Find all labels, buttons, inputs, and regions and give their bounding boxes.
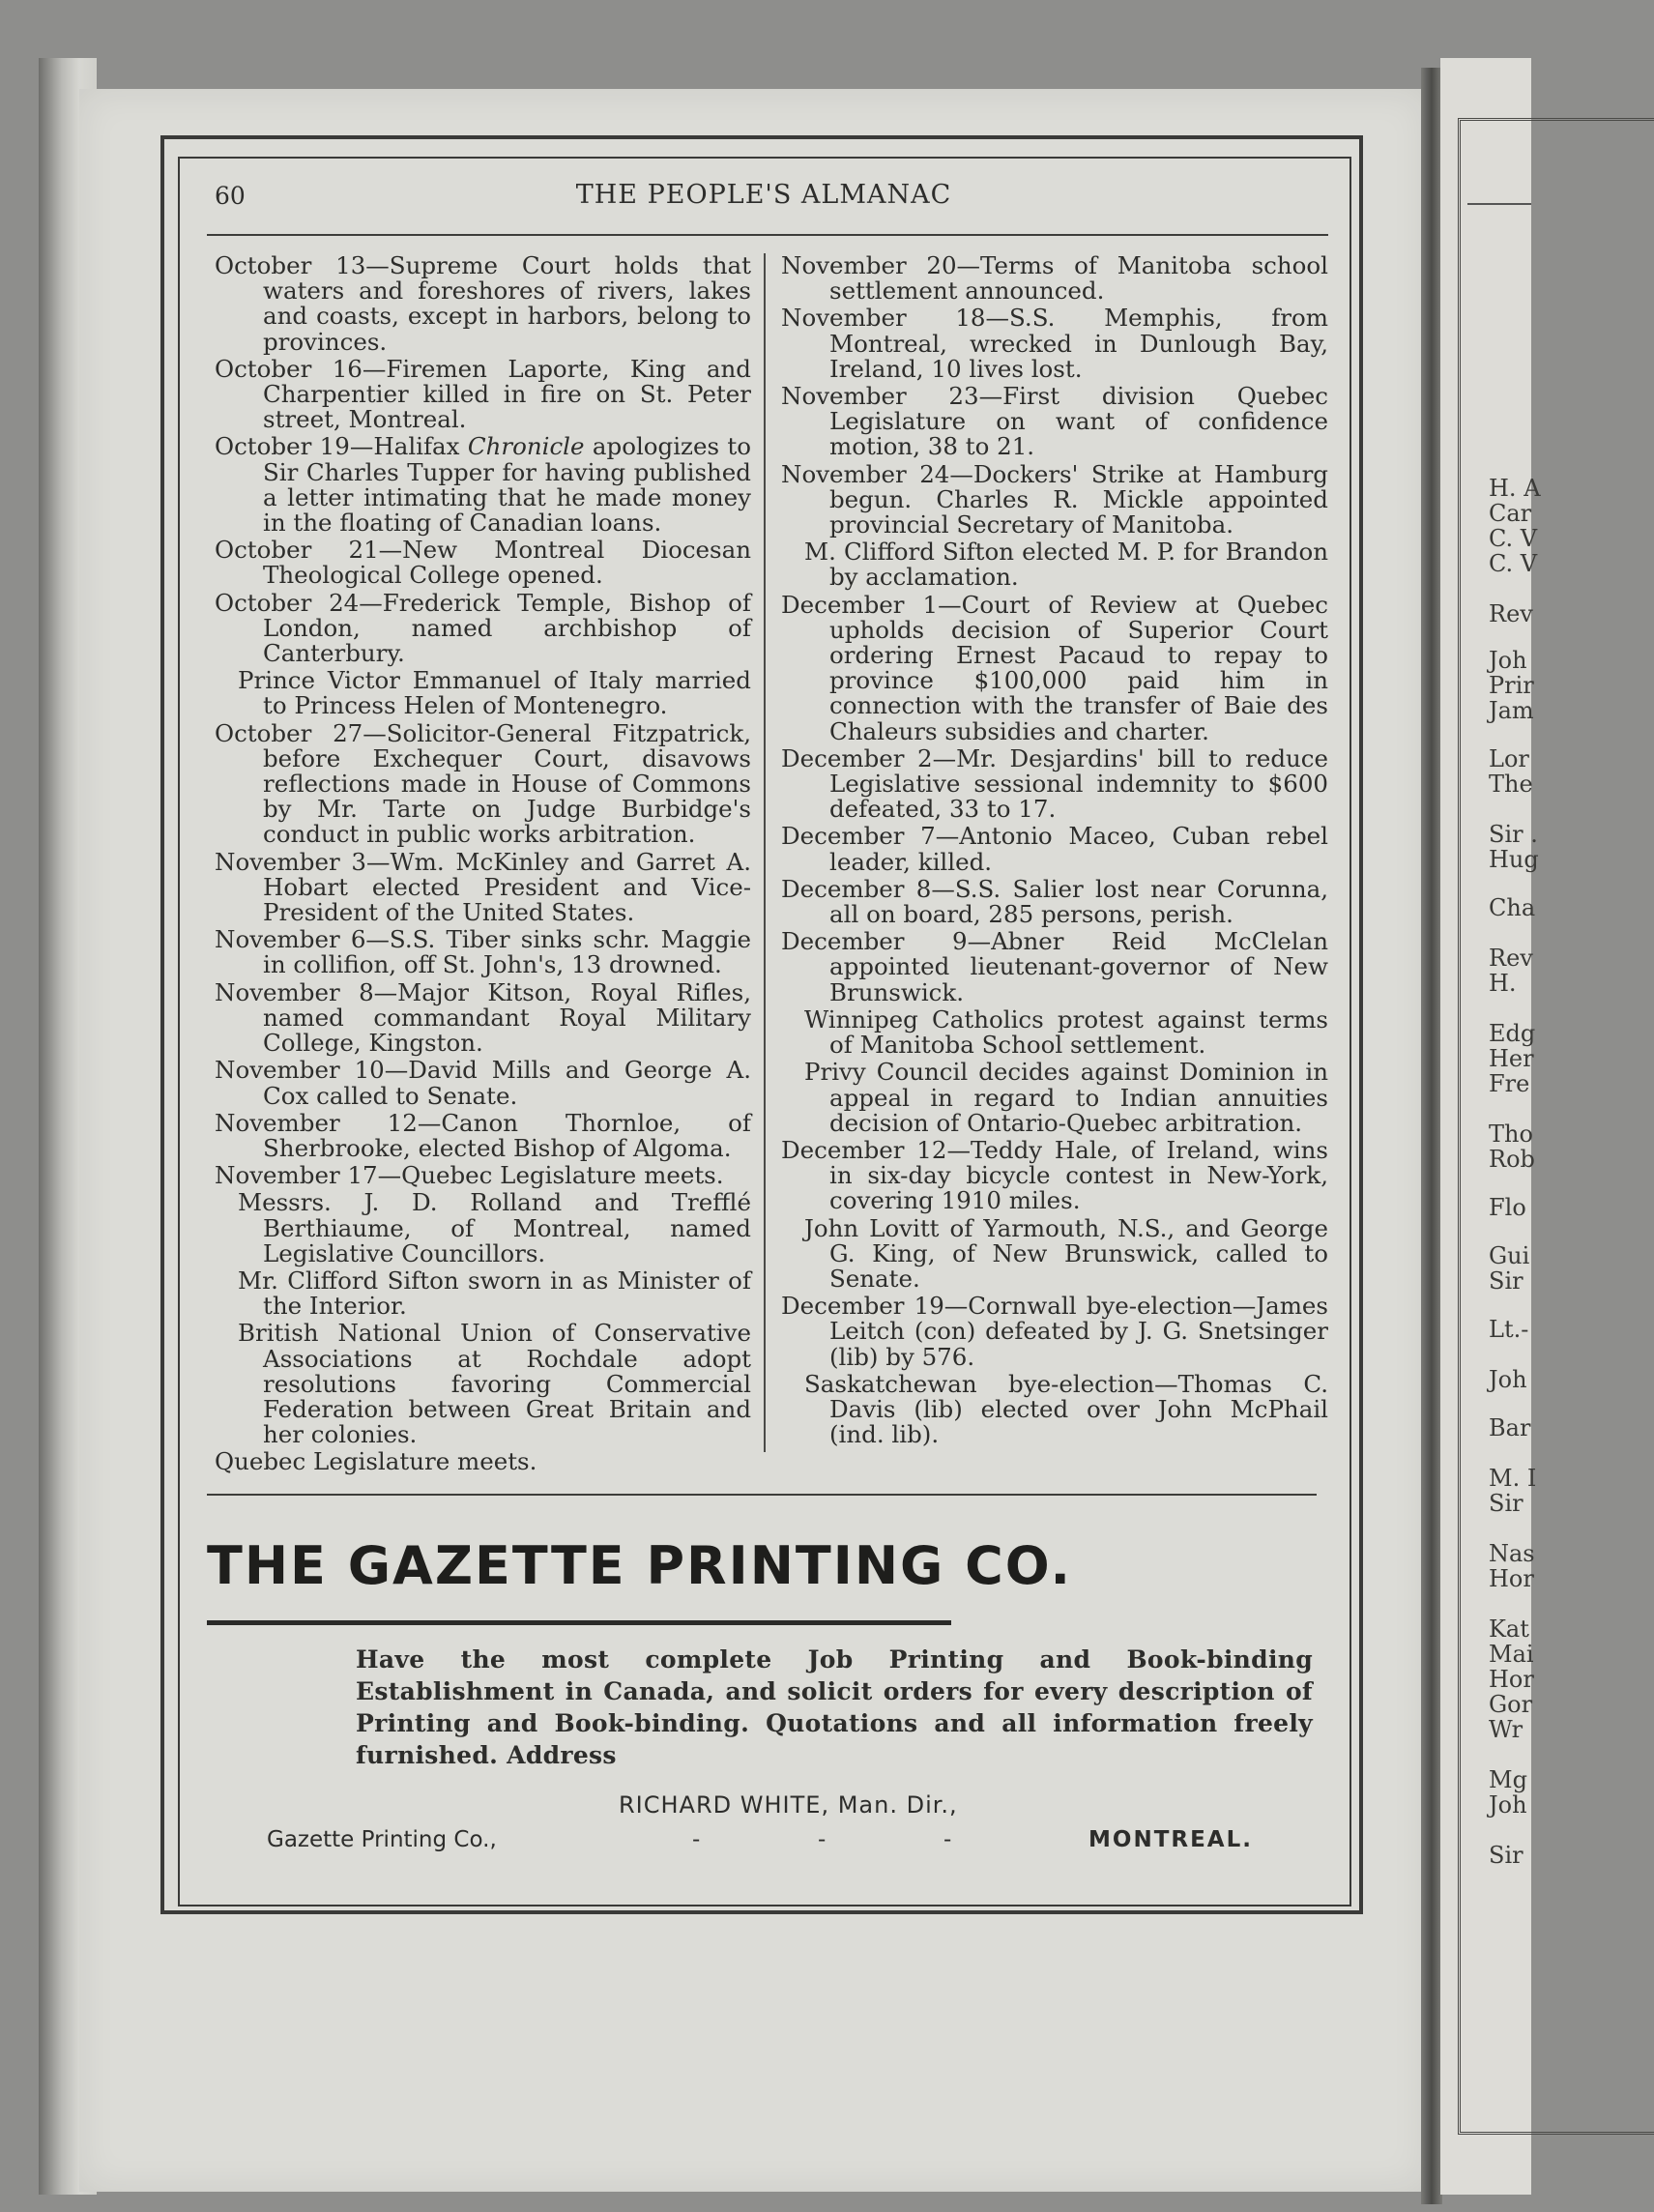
almanac-entry: M. Clifford Sifton elected M. P. for Brandon by acclamation.: [804, 538, 1328, 592]
facing-page-fragment: H.: [1489, 970, 1517, 997]
facing-page-fragment: Lor: [1489, 745, 1529, 772]
facing-page-fragment: Fre: [1489, 1070, 1530, 1097]
almanac-entry: November 18—S.S. Memphis, from Montreal, wrecked in Dunlough Bay, Ireland, 10 lives lost.: [781, 304, 1328, 383]
almanac-entry: December 1—Court of Review at Quebec upholds decision of Superior Court ordering Ernest Pacaud to repay to province $100,000 paid him in connection with the transfer of Baie des Chaleurs subsidies and charter.: [781, 590, 1328, 745]
almanac-entry: December 7—Antonio Maceo, Cuban rebel leader, killed.: [781, 822, 1328, 876]
facing-page-fragment: Hor: [1489, 1666, 1534, 1693]
section-rule: [207, 1494, 1317, 1496]
almanac-entry: December 9—Abner Reid McClelan appointed lieutenant-governor of New Brunswick.: [781, 927, 1328, 1006]
facing-page-rule: [1467, 203, 1531, 205]
book-gutter: [1421, 68, 1442, 2204]
almanac-entry: December 8—S.S. Salier lost near Corunna, all on board, 285 persons, perish.: [781, 874, 1328, 929]
almanac-entry: November 24—Dockers' Strike at Hamburg begun. Charles R. Mickle appointed provincial Secretary of Manitoba.: [781, 459, 1328, 539]
facing-page-frame: [1458, 118, 1654, 2135]
almanac-entry: John Lovitt of Yarmouth, N.S., and George G. King, of New Brunswick, called to Senate.: [804, 1213, 1328, 1293]
page-header: [203, 174, 1324, 220]
entry-text: apologizes to Sir Charles Tupper for having published a letter intimating that he made money in the floating of Canadian loans.: [263, 432, 751, 538]
almanac-entry: October 21—New Montreal Diocesan Theological College opened.: [215, 536, 751, 590]
almanac-entry: October 24—Frederick Temple, Bishop of London, named archbishop of Canterbury.: [215, 588, 751, 668]
facing-page-fragment: Gor: [1489, 1691, 1533, 1718]
facing-page-fragment: Prir: [1489, 672, 1534, 699]
almanac-entry: November 12—Canon Thornloe, of Sherbrooke, elected Bishop of Algoma.: [215, 1108, 751, 1162]
almanac-entry: December 19—Cornwall bye-election—James Leitch (con) defeated by J. G. Snetsinger (lib) by 576.: [781, 1292, 1328, 1371]
facing-page-fragment: Flo: [1489, 1194, 1526, 1221]
almanac-entry: November 10—David Mills and George A. Cox called to Senate.: [215, 1056, 751, 1110]
ad-title-underline: [207, 1620, 951, 1625]
facing-page-fragment: Rev: [1489, 600, 1533, 627]
facing-page-fragment: Car: [1489, 500, 1532, 527]
ad-city: MONTREAL.: [1088, 1827, 1253, 1852]
facing-page-fragment: C. V: [1489, 525, 1538, 552]
facing-page: [1440, 58, 1541, 2195]
almanac-entry: November 20—Terms of Manitoba school settlement announced.: [781, 251, 1328, 306]
facing-page-fragment: Rev: [1489, 945, 1533, 972]
almanac-entry: Quebec Legislature meets.: [215, 1447, 537, 1476]
almanac-entry: Prince Victor Emmanuel of Italy married to Princess Helen of Montenegro.: [238, 666, 751, 720]
facing-page-fragment: The: [1489, 771, 1533, 798]
facing-page-fragment: Her: [1489, 1045, 1534, 1072]
facing-page-fragment: Sir: [1489, 1490, 1523, 1517]
almanac-entry: December 2—Mr. Desjardins' bill to reduce Legislative sessional indemnity to $600 defeated, 33 to 17.: [781, 743, 1328, 824]
facing-page-fragment: Hor: [1489, 1565, 1534, 1592]
facing-page-fragment: Joh: [1489, 1366, 1527, 1393]
almanac-entry: December 12—Teddy Hale, of Ireland, wins in six-day bicycle contest in New-York, covering 1910 miles.: [781, 1135, 1328, 1215]
almanac-entry: November 17—Quebec Legislature meets.: [215, 1161, 724, 1190]
facing-page-fragment: Jam: [1489, 697, 1534, 724]
ad-dash: -: [818, 1827, 827, 1852]
almanac-entry: Winnipeg Catholics protest against terms of Manitoba School settlement.: [804, 1004, 1328, 1060]
facing-page-fragment: C. V: [1489, 550, 1538, 577]
facing-page-fragment: Nas: [1489, 1540, 1535, 1567]
ad-company: Gazette Printing Co.,: [267, 1827, 497, 1852]
page-number: 60: [215, 182, 246, 210]
almanac-entry: October 13—Supreme Court holds that waters and foreshores of rivers, lakes and coasts, except in harbors, belong to provinces.: [215, 251, 751, 356]
ad-contact-name: RICHARD WHITE, Man. Dir.,: [619, 1791, 958, 1819]
almanac-entry: October 27—Solicitor-General Fitzpatrick, before Exchequer Court, disavows reflections made in House of Commons by Mr. Tarte on Judge Burbidge's conduct in public works arbitration.: [215, 718, 751, 849]
facing-page-fragment: Tho: [1489, 1121, 1533, 1148]
almanac-entry: British National Union of Conservative Associations at Rochdale adopt resolutions favoring Commercial Federation between Great Britain and her colonies.: [238, 1319, 751, 1449]
running-title: THE PEOPLE'S ALMANAC: [575, 180, 952, 210]
facing-page-fragment: Mg: [1489, 1766, 1527, 1793]
facing-page-fragment: Sir: [1489, 1267, 1523, 1295]
facing-page-fragment: Gui: [1489, 1242, 1530, 1269]
facing-page-fragment: Hug: [1489, 846, 1539, 873]
column-divider: [764, 253, 766, 1452]
facing-page-fragment: Lt.-: [1489, 1316, 1529, 1343]
facing-page-fragment: M. I: [1489, 1465, 1537, 1492]
facing-page-fragment: Rob: [1489, 1146, 1535, 1173]
ad-body: Have the most complete Job Printing and Book-binding Establishment in Canada, and solicit orders for every description of Printing and Book-binding. Quotations and all information freely furnished. Address: [356, 1645, 1313, 1769]
almanac-entry: October 16—Firemen Laporte, King and Charpentier killed in fire on St. Peter street, Montreal.: [215, 354, 751, 434]
almanac-entry: November 23—First division Quebec Legislature on want of confidence motion, 38 to 21.: [781, 382, 1328, 461]
ad-title: THE GAZETTE PRINTING CO.: [207, 1535, 1073, 1596]
facing-page-fragment: Joh: [1489, 1791, 1527, 1819]
facing-page-fragment: Edg: [1489, 1020, 1536, 1047]
entry-text: October 19—Halifax: [215, 432, 468, 461]
facing-page-fragment: Bar: [1489, 1414, 1531, 1441]
entry-italic: Chronicle: [467, 432, 585, 461]
facing-page-fragment: Wr: [1489, 1716, 1523, 1743]
right-column: [781, 253, 1328, 1449]
almanac-entry: Mr. Clifford Sifton sworn in as Minister of the Interior.: [238, 1266, 751, 1321]
ad-dash: -: [692, 1827, 701, 1852]
facing-page-fragment: Joh: [1489, 647, 1527, 674]
almanac-entry: November 6—S.S. Tiber sinks schr. Maggie in collifion, off St. John's, 13 drowned.: [215, 925, 751, 979]
facing-page-fragment: Sir: [1489, 1842, 1523, 1869]
almanac-entry: Messrs. J. D. Rolland and Trefflé Berthiaume, of Montreal, named Legislative Councillors.: [238, 1188, 751, 1267]
facing-page-fragment: H. A: [1489, 475, 1541, 502]
almanac-entry: Privy Council decides against Dominion in appeal in regard to Indian annuities decision of Ontario-Quebec arbitration.: [804, 1058, 1328, 1137]
facing-page-fragment: Cha: [1489, 894, 1536, 921]
ad-dash: -: [943, 1827, 952, 1852]
facing-page-fragment: Sir .: [1489, 821, 1538, 848]
almanac-entry: [215, 434, 751, 536]
almanac-entry: November 3—Wm. McKinley and Garret A. Hobart elected President and Vice-President of the United States.: [215, 847, 751, 927]
header-rule: [207, 234, 1328, 236]
almanac-entry: November 8—Major Kitson, Royal Rifles, named commandant Royal Military College, Kingston.: [215, 977, 751, 1058]
almanac-entry: Saskatchewan bye-election—Thomas C. Davis (lib) elected over John McPhail (ind. lib).: [804, 1369, 1328, 1449]
facing-page-fragment: Mai: [1489, 1641, 1534, 1668]
facing-page-fragment: Kat: [1489, 1615, 1529, 1643]
ad-footer: [267, 1827, 1253, 1862]
left-column: [215, 253, 751, 1477]
